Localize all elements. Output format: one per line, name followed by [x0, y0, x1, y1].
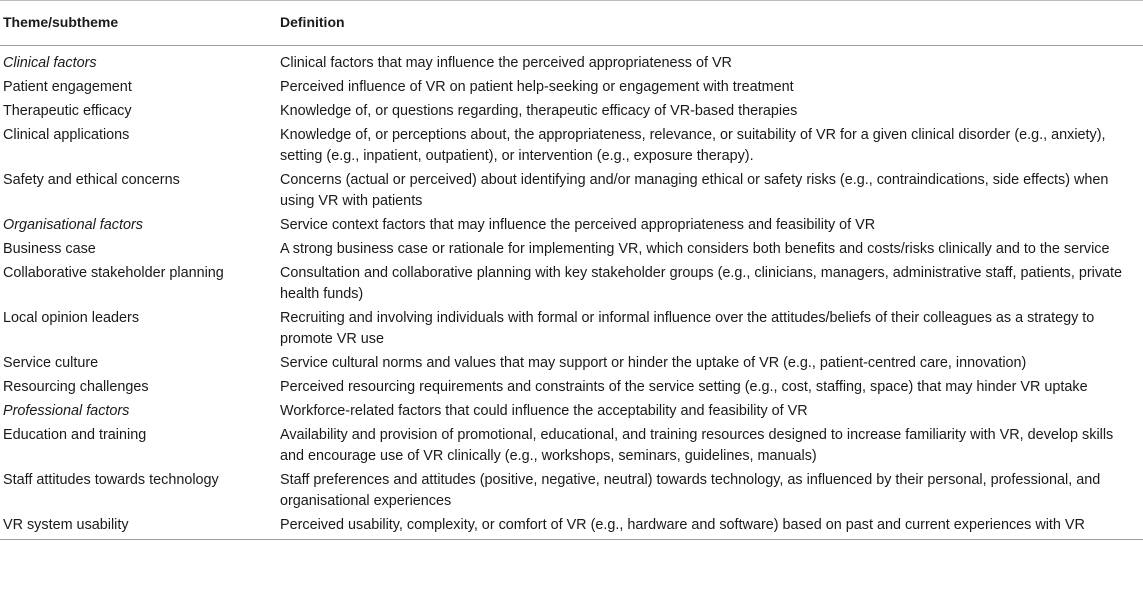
subtheme-name: Safety and ethical concerns [3, 172, 180, 188]
subtheme-name: Education and training [3, 427, 147, 443]
theme-row [0, 400, 1143, 424]
definition-cell: Knowledge of, or perceptions about, the appropriateness, relevance, or suitability of VR for a given clinical disorder (e.g., anxiety), setting (e.g., inpatient, outpatient), or intervention (e.g., exposure therapy). [280, 127, 1106, 164]
definition-cell: Availability and provision of promotional, educational, and training resources designed to increase familiarity with VR, develop skills and encourage use of VR clinically (e.g., workshops, seminars, guidelines, manuals) [280, 427, 1114, 464]
definition-cell: Consultation and collaborative planning with key stakeholder groups (e.g., clinicians, managers, administrative staff, patients, private health funds) [280, 265, 1123, 302]
definition-cell: Concerns (actual or perceived) about identifying and/or managing ethical or safety risks (e.g., contraindications, side effects) when using VR with patients [280, 172, 1109, 209]
definition-cell: Service context factors that may influence the perceived appropriateness and feasibility of VR [280, 217, 876, 233]
table-row [0, 469, 1143, 514]
table-header [0, 1, 1143, 46]
table-row [0, 424, 1143, 469]
table-row [0, 169, 1143, 214]
table-row [0, 76, 1143, 100]
table-row [0, 124, 1143, 169]
subtheme-name: Service culture [3, 355, 99, 371]
table-row [0, 352, 1143, 376]
definition-cell: A strong business case or rationale for implementing VR, which considers both benefits and costs/risks clinically and to the service [280, 241, 1110, 257]
definition-cell: Workforce-related factors that could influence the acceptability and feasibility of VR [280, 403, 808, 419]
table-body [0, 46, 1143, 540]
definition-cell: Perceived influence of VR on patient help-seeking or engagement with treatment [280, 79, 794, 95]
subtheme-name: Local opinion leaders [3, 310, 140, 326]
column-header-theme: Theme/subtheme [0, 1, 278, 46]
theme-name: Professional factors [3, 403, 130, 419]
theme-row [0, 46, 1143, 77]
subtheme-name: Therapeutic efficacy [3, 103, 132, 119]
theme-row [0, 214, 1143, 238]
table-row [0, 262, 1143, 307]
subtheme-name: VR system usability [0, 514, 278, 540]
table-row [0, 307, 1143, 352]
definition-cell: Knowledge of, or questions regarding, therapeutic efficacy of VR-based therapies [280, 103, 798, 119]
definition-cell: Staff preferences and attitudes (positive, negative, neutral) towards technology, as influenced by their personal, professional, and organisational experiences [280, 472, 1101, 509]
table-row [0, 514, 1143, 540]
definition-cell: Clinical factors that may influence the perceived appropriateness of VR [280, 55, 732, 71]
subtheme-name: Resourcing challenges [3, 379, 149, 395]
definition-cell: Recruiting and involving individuals with formal or informal influence over the attitudes/beliefs of their colleagues as a strategy to promote VR use [280, 310, 1095, 347]
column-header-definition: Definition [278, 1, 1143, 46]
definition-cell: Perceived usability, complexity, or comfort of VR (e.g., hardware and software) based on past and current experiences with VR [278, 514, 1143, 540]
theme-name: Organisational factors [3, 217, 143, 233]
header-row [0, 1, 1143, 46]
table-row [0, 100, 1143, 124]
subtheme-name: Staff attitudes towards technology [3, 472, 219, 488]
theme-name: Clinical factors [3, 55, 97, 71]
definition-cell: Perceived resourcing requirements and constraints of the service setting (e.g., cost, staffing, space) that may hinder VR uptake [280, 379, 1088, 395]
table-row [0, 238, 1143, 262]
subtheme-name: Clinical applications [3, 127, 130, 143]
table-row [0, 376, 1143, 400]
subtheme-name: Collaborative stakeholder planning [3, 265, 224, 281]
definition-cell: Service cultural norms and values that may support or hinder the uptake of VR (e.g., patient-centred care, innovation) [280, 355, 1027, 371]
subtheme-name: Business case [3, 241, 96, 257]
subtheme-name: Patient engagement [3, 79, 132, 95]
